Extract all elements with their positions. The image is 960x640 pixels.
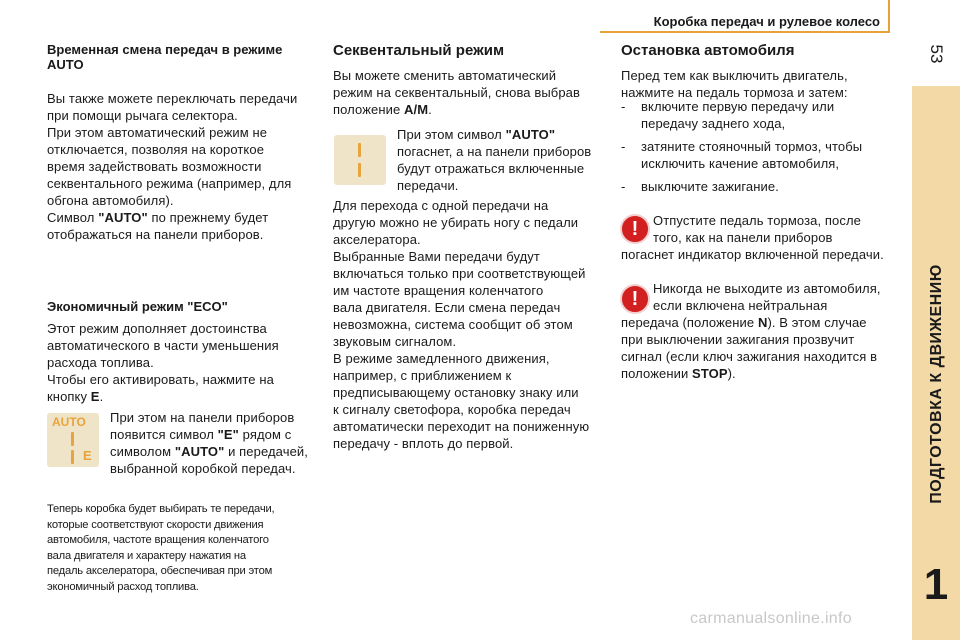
text-line: Никогда не выходите из автомобиля, (653, 281, 881, 296)
text-line: Выбранные Вами передачи будут (333, 249, 540, 264)
text-line: экономичный расход топлива. (47, 580, 199, 593)
eco-title: Экономичный режим "ECO" (47, 299, 228, 314)
text-line: При этом символ "AUTO" (397, 127, 556, 142)
page-header-title: Коробка передач и рулевое колесо (653, 14, 880, 29)
text-line: Перед тем как выключить двигатель, (621, 68, 848, 83)
header-divider (600, 31, 890, 33)
header-tick-line (888, 0, 890, 33)
text-line: Чтобы его активировать, нажмите на (47, 372, 274, 387)
text-line: например, с приближением к (333, 368, 512, 383)
text-line: включаться только при соответствующей (333, 266, 586, 281)
text-line: кнопку E. (47, 389, 104, 404)
sequential-body (333, 197, 608, 452)
text-line: В режиме замедленного движения, (333, 351, 550, 366)
text-line: выбранной коробкой передач. (110, 461, 296, 476)
text-line: сигнал (если ключ зажигания находится в (621, 349, 878, 364)
text-line: отключается, позволяя на короткое (47, 142, 265, 157)
sequential-title: Секвентальный режим (333, 42, 505, 59)
text-line: время задействовать возможности (47, 159, 262, 174)
text-line: автомобиля, частоте вращения коленчатого (47, 534, 269, 547)
text-line: педаль акселератора, обеспечивая при этом (47, 565, 273, 578)
warning-release-brake (621, 212, 901, 263)
text-line: расхода топлива. (47, 355, 154, 370)
text-line: предписывающему остановку знаку или (333, 385, 579, 400)
warning-icon: ! (620, 284, 650, 314)
text-line: Вы также можете переключать передачи (47, 91, 298, 106)
chapter-title-text: ПОДГОТОВКА К ДВИЖЕНИЮ (928, 264, 945, 504)
text-line: вала двигателя и характеру нажатия на (47, 549, 246, 562)
list-item: - включите первую передачу или передачу заднего хода, (621, 99, 835, 131)
text-line: автоматического в части уменьшения (47, 338, 279, 353)
text-line: положении STOP). (621, 366, 736, 381)
auto-eco-indicator-icon (47, 413, 99, 467)
text-line: которые соответствуют скорости движения (47, 518, 264, 531)
text-line: им частоте вращения коленчатого (333, 283, 544, 298)
text-line: невозможна, система сообщит об этом (333, 317, 573, 332)
warning-neutral-gear (621, 280, 901, 382)
text-line: погаснет, а на панели приборов (397, 144, 592, 159)
text-line: Вы можете сменить автоматический (333, 68, 557, 83)
stopping-title: Остановка автомобиля (621, 42, 795, 59)
text-line: обгона автомобиля). (47, 193, 174, 208)
auto-label: AUTO (52, 415, 86, 429)
watermark: carmanualsonline.info (690, 610, 852, 627)
text-line: отображаться на панели приборов. (47, 227, 264, 242)
text-line: к сигналу светофора, коробка передач (333, 402, 571, 417)
text-line: акселератора. (333, 232, 421, 247)
text-line: звуковым сигналом. (333, 334, 457, 349)
list-item: - затяните стояночный тормоз, чтобы исключить качение автомобиля, (621, 139, 863, 171)
text-line: символом "AUTO" и передачей, (110, 444, 308, 459)
text-line: Этот режим дополняет достоинства (47, 321, 267, 336)
list-item: - выключите зажигание. (621, 179, 779, 194)
text-line: режим на секвентальный, снова выбрав (333, 85, 581, 100)
text-line: Отпустите педаль тормоза, после (653, 213, 861, 228)
eco-small-note (47, 502, 317, 596)
temp-auto-title: Временная смена передач в режиме AUTO (47, 42, 283, 72)
text-line: передача (положение N). В этом случае (621, 315, 867, 330)
text-line: вала двигателя. Если смена передач (333, 300, 561, 315)
text-line: Символ "AUTO" по прежнему будет (47, 210, 269, 225)
eco-section (47, 299, 312, 405)
text-line: передачу - вплоть до первой. (333, 436, 514, 451)
chapter-number: 1 (923, 560, 949, 609)
text-line: будут отражаться включенные (397, 161, 585, 176)
text-line: положение A/M. (333, 102, 432, 117)
sequential-section (333, 42, 603, 118)
stopping-steps (621, 98, 896, 198)
page-number: 53 (927, 44, 946, 64)
text-line: если включена нейтральная (653, 298, 828, 313)
eco-letter: E (83, 448, 92, 463)
text-line: При этом на панели приборов (110, 410, 295, 425)
temp-auto-section (47, 42, 312, 243)
warning-icon: ! (620, 214, 650, 244)
text-line: другую можно не убирать ногу с педали (333, 215, 579, 230)
text-line: нажмите на педаль тормоза и затем: (621, 85, 848, 100)
text-line: Теперь коробка будет выбирать те передачи, (47, 503, 275, 515)
eco-note (110, 409, 315, 477)
text-line: того, как на панели приборов (653, 230, 833, 245)
stopping-section (621, 42, 896, 101)
sequential-indicator-icon (334, 135, 386, 185)
text-line: передачи. (397, 178, 459, 193)
text-line: появится символ "E" рядом с (110, 427, 292, 442)
text-line: При этом автоматический режим не (47, 125, 268, 140)
text-line: секвентального режима (например, для (47, 176, 292, 191)
sequential-note (397, 126, 607, 194)
text-line: погаснет индикатор включенной передачи. (621, 247, 884, 262)
text-line: автоматически переходит на пониженную (333, 419, 590, 434)
text-line: при помощи рычага селектора. (47, 108, 238, 123)
text-line: при выключении зажигания прозвучит (621, 332, 855, 347)
text-line: Для перехода с одной передачи на (333, 198, 549, 213)
